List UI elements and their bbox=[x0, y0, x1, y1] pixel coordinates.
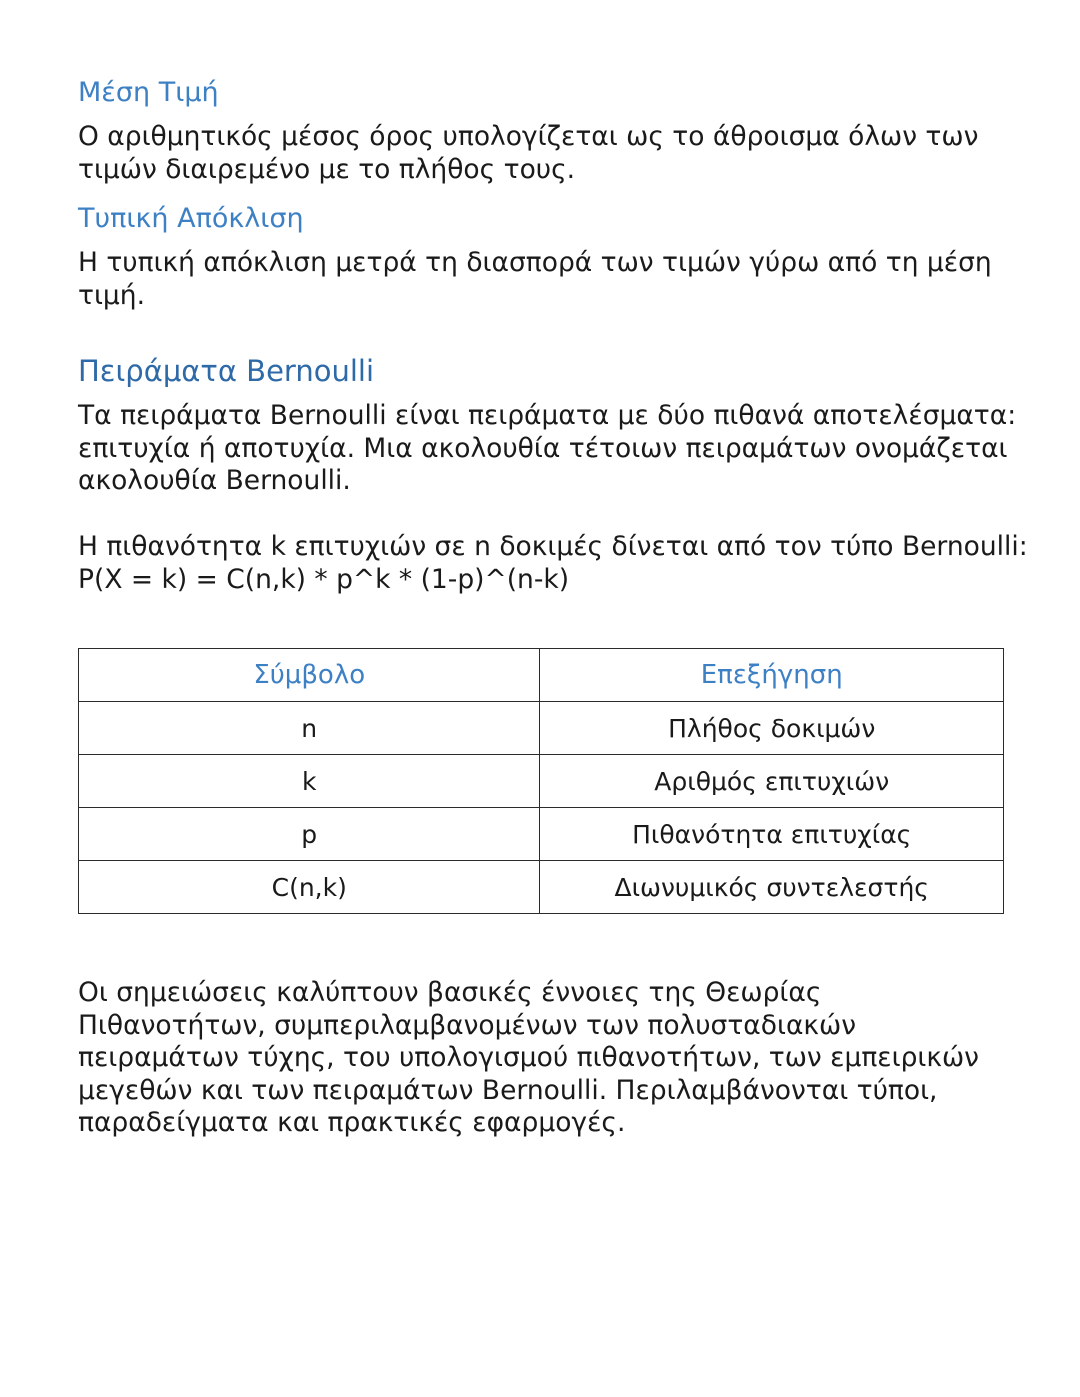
paragraph-line: Τα πειράματα Bernoulli είναι πειράματα με δύο πιθανά αποτελέσματα: bbox=[78, 400, 1017, 431]
paragraph-line: Η τυπική απόκλιση μετρά τη διασπορά των τιμών γύρω από τη μέση bbox=[78, 247, 992, 278]
table-cell-explanation: Αριθμός επιτυχιών bbox=[540, 755, 1004, 808]
paragraph-line: Οι σημειώσεις καλύπτουν βασικές έννοιες της Θεωρίας bbox=[78, 977, 822, 1008]
table-header-symbol: Σύμβολο bbox=[79, 649, 540, 702]
paragraph-line: πειραμάτων τύχης, του υπολογισμού πιθανοτήτων, των εμπειρικών bbox=[78, 1042, 979, 1073]
table-cell-symbol: C(n,k) bbox=[79, 861, 540, 914]
table-cell-symbol: k bbox=[79, 755, 540, 808]
table-cell-explanation: Διωνυμικός συντελεστής bbox=[540, 861, 1004, 914]
table-cell-symbol: p bbox=[79, 808, 540, 861]
paragraph-line: επιτυχία ή αποτυχία. Μια ακολουθία τέτοιων πειραμάτων ονομάζεται bbox=[78, 432, 1008, 464]
std-paragraph bbox=[78, 247, 1008, 312]
paragraph-line: Πιθανοτήτων, συμπεριλαμβανομένων των πολυσταδιακών bbox=[78, 1009, 857, 1041]
table-header-row bbox=[79, 649, 1004, 702]
table-cell-symbol: n bbox=[79, 702, 540, 755]
mean-paragraph bbox=[78, 121, 1008, 186]
paragraph-line: τιμών διαιρεμένο με το πλήθος τους. bbox=[78, 153, 576, 185]
formula-line: P(X = k) = C(n,k) * p^k * (1-p)^(n-k) bbox=[78, 563, 570, 595]
table-row bbox=[79, 808, 1004, 861]
paragraph-line: τιμή. bbox=[78, 279, 146, 311]
table-cell-explanation: Πιθανότητα επιτυχίας bbox=[540, 808, 1004, 861]
section-title-bernoulli: Πειράματα Bernoulli bbox=[78, 354, 375, 388]
table-row bbox=[79, 755, 1004, 808]
section-title-mean: Μέση Τιμή bbox=[78, 77, 219, 108]
paragraph-line: μεγεθών και των πειραμάτων Bernoulli. Περιλαμβάνονται τύποι, bbox=[78, 1074, 938, 1106]
table-row bbox=[79, 861, 1004, 914]
bernoulli-formula-paragraph bbox=[78, 531, 1028, 596]
table-cell-explanation: Πλήθος δοκιμών bbox=[540, 702, 1004, 755]
table-header-explanation: Επεξήγηση bbox=[540, 649, 1004, 702]
paragraph-line: ακολουθία Bernoulli. bbox=[78, 465, 351, 496]
symbol-table bbox=[78, 648, 1004, 914]
summary-paragraph bbox=[78, 977, 1008, 1140]
paragraph-line: Ο αριθμητικός μέσος όρος υπολογίζεται ως το άθροισμα όλων των bbox=[78, 121, 979, 152]
paragraph-line: Η πιθανότητα k επιτυχιών σε n δοκιμές δίνεται από τον τύπο Bernoulli: bbox=[78, 531, 1028, 562]
paragraph-line: παραδείγματα και πρακτικές εφαρμογές. bbox=[78, 1107, 626, 1138]
section-title-std: Τυπική Απόκλιση bbox=[78, 203, 304, 234]
bernoulli-intro-paragraph bbox=[78, 400, 1017, 498]
table-row bbox=[79, 702, 1004, 755]
